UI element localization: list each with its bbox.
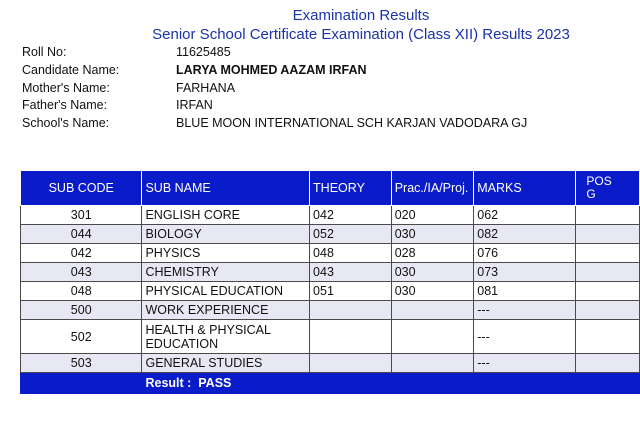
position-grade [576,282,640,301]
table-row [21,320,640,354]
sub-name: WORK EXPERIENCE [142,301,310,320]
result-value: PASS [198,376,232,390]
table-row [21,263,640,282]
sub-code: 503 [21,354,142,373]
candidate-info [22,44,527,133]
result-label: Result : [145,376,192,390]
sub-name: CHEMISTRY [142,263,310,282]
position-grade [576,244,640,263]
theory-marks [310,320,392,354]
practical-marks: 030 [391,282,474,301]
theory-marks: 048 [310,244,392,263]
position-grade [576,320,640,354]
mother-name-label: Mother's Name: [22,80,110,95]
roll-label: Roll No: [22,45,67,59]
sub-code: 500 [21,301,142,320]
total-marks: 062 [474,206,576,225]
exam-subtitle: Senior School Certificate Examination (Class XII) Results 2023 [152,26,570,43]
mother-name-value: FARHANA [176,80,236,95]
theory-marks [310,301,392,320]
practical-marks: 028 [391,244,474,263]
practical-marks [391,354,474,373]
sub-name: PHYSICAL EDUCATION [142,282,310,301]
total-marks: 082 [474,225,576,244]
total-marks: 076 [474,244,576,263]
sub-code: 044 [21,225,142,244]
father-name-value: IRFAN [176,98,213,113]
theory-marks: 051 [310,282,392,301]
position-grade [576,263,640,282]
practical-marks: 030 [391,263,474,282]
sub-code: 048 [21,282,142,301]
father-name-row [22,97,527,115]
results-header [0,6,640,44]
theory-marks [310,354,392,373]
sub-name: GENERAL STUDIES [142,354,310,373]
table-row [21,206,640,225]
theory-marks: 052 [310,225,392,244]
total-marks: 073 [474,263,576,282]
total-marks: --- [474,301,576,320]
table-row [21,301,640,320]
sub-name: HEALTH & PHYSICAL EDUCATION [142,320,310,354]
table-row [21,354,640,373]
sub-code: 042 [21,244,142,263]
sub-name: BIOLOGY [142,225,310,244]
sub-code: 502 [21,320,142,354]
col-sub-code: SUB CODE [21,171,142,206]
practical-marks: 030 [391,225,474,244]
col-position-grade: POS G [576,171,640,206]
result-spacer [21,373,142,394]
total-marks: 081 [474,282,576,301]
candidate-name-value: LARYA MOHMED AAZAM IRFAN [176,62,367,77]
table-row [21,225,640,244]
candidate-name-row [22,62,527,80]
roll-row [22,44,527,62]
marks-table-header [21,171,640,206]
position-grade [576,225,640,244]
total-marks: --- [474,354,576,373]
candidate-name-label: Candidate Name: [22,62,120,77]
mother-name-row [22,80,527,98]
sub-code: 301 [21,206,142,225]
roll-value: 11625485 [176,45,231,59]
total-marks: --- [474,320,576,354]
sub-name: PHYSICS [142,244,310,263]
table-row [21,244,640,263]
school-name-value: BLUE MOON INTERNATIONAL SCH KARJAN VADODARA GJ [176,116,528,131]
page-title: Examination Results [292,7,430,24]
school-name-label: School's Name: [22,116,110,131]
position-grade [576,301,640,320]
practical-marks [391,320,474,354]
school-name-row [22,115,527,133]
col-theory: THEORY [310,171,392,206]
practical-marks: 020 [391,206,474,225]
marks-table [20,171,640,394]
col-sub-name: SUB NAME [142,171,310,206]
father-name-label: Father's Name: [22,98,108,113]
col-marks: MARKS [474,171,576,206]
result-row [21,373,640,394]
result-cell [142,373,640,394]
theory-marks: 042 [310,206,392,225]
practical-marks [391,301,474,320]
sub-code: 043 [21,263,142,282]
position-grade [576,206,640,225]
theory-marks: 043 [310,263,392,282]
table-row [21,282,640,301]
position-grade [576,354,640,373]
col-practical: Prac./IA/Proj. [391,171,474,206]
sub-name: ENGLISH CORE [142,206,310,225]
